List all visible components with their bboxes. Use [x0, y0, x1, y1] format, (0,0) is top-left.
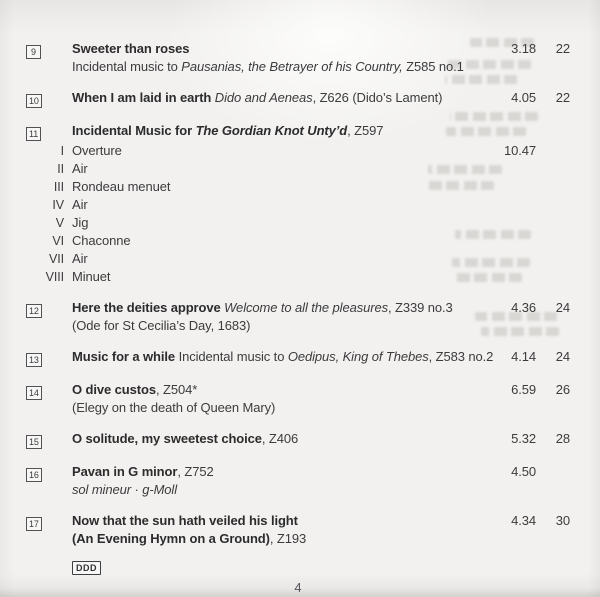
movement-numeral: V [55, 216, 64, 230]
track-duration: 4.34 [511, 513, 536, 528]
ddd-logo: DDD [72, 561, 101, 575]
track-title: Sweeter than roses [72, 41, 190, 56]
movement-row [26, 178, 570, 196]
track-number-badge: 15 [26, 435, 42, 449]
movement-numeral: VIII [45, 270, 64, 284]
movement-row [26, 214, 570, 232]
track-duration: 3.18 [511, 41, 536, 56]
track-page-ref: 28 [555, 431, 570, 446]
movement-row [26, 142, 570, 160]
movement-numeral: VI [52, 234, 64, 248]
movement-name: Overture [72, 143, 122, 158]
track-duration: 4.50 [511, 464, 536, 479]
track-number-badge: 12 [26, 304, 42, 318]
track-row-13 [26, 348, 570, 368]
track-duration: 4.14 [511, 349, 536, 364]
track-row-11 [26, 122, 570, 142]
track-page-ref: 26 [555, 382, 570, 397]
movement-numeral: VII [49, 252, 64, 266]
track-row-17 [26, 512, 570, 548]
movement-numeral: II [57, 162, 64, 176]
track-row-10 [26, 89, 570, 109]
track-number-badge: 17 [26, 517, 42, 531]
track-row-12 [26, 299, 570, 335]
movement-name: Minuet [72, 269, 111, 284]
track-page-ref: 30 [555, 513, 570, 528]
track-title: O solitude, my sweetest choice, Z406 [72, 431, 299, 446]
track-title: O dive custos, Z504* [72, 382, 198, 397]
track-duration: 5.32 [511, 431, 536, 446]
track-number-badge: 13 [26, 353, 42, 367]
track-page-ref: 24 [555, 349, 570, 364]
page-number: 4 [294, 580, 302, 595]
track-subtitle: (Elegy on the death of Queen Mary) [72, 400, 276, 415]
movement-row [26, 232, 570, 250]
track-page-ref: 24 [555, 300, 570, 315]
track-number-badge: 11 [26, 127, 41, 141]
track-title: Music for a while Incidental music to Oedipus, King of Thebes, Z583 no.2 [72, 349, 494, 364]
movement-name: Air [72, 251, 88, 266]
track-subtitle: Incidental music to Pausanias, the Betrayer of his Country, Z585 no.1 [72, 59, 464, 74]
track-title: Here the deities approve Welcome to all the pleasures, Z339 no.3 [72, 300, 453, 315]
movement-row [26, 160, 570, 178]
track-title: Now that the sun hath veiled his light [72, 513, 298, 528]
track-row-9 [26, 40, 570, 76]
track-duration: 6.59 [511, 382, 536, 397]
track-number-badge: 9 [26, 45, 41, 59]
track-page-ref: 22 [555, 41, 570, 56]
movement-row [26, 250, 570, 268]
movement-name: Chaconne [72, 233, 131, 248]
track-duration: 4.36 [511, 300, 536, 315]
track-number-badge: 14 [26, 386, 42, 400]
track-row-15 [26, 430, 570, 450]
movement-name: Air [72, 197, 88, 212]
track-subtitle: (Ode for St Cecilia’s Day, 1683) [72, 318, 251, 333]
track-subtitle: (An Evening Hymn on a Ground), Z193 [72, 531, 307, 546]
track-number-badge: 16 [26, 468, 42, 482]
movement-row [26, 268, 570, 286]
track-row-14 [26, 381, 570, 417]
track-row-16 [26, 463, 570, 499]
track-title: Pavan in G minor, Z752 [72, 464, 214, 479]
track-duration: 4.05 [511, 90, 536, 105]
track-page-ref: 22 [555, 90, 570, 105]
movement-numeral: IV [52, 198, 64, 212]
movement-duration: 10.47 [503, 143, 536, 158]
track-title: When I am laid in earth Dido and Aeneas, Z626 (Dido’s Lament) [72, 90, 443, 105]
track-group-11 [26, 122, 570, 286]
movement-name: Air [72, 161, 88, 176]
track-subtitle: sol mineur · g-Moll [72, 482, 178, 497]
movement-name: Rondeau menuet [72, 179, 171, 194]
track-title: Incidental Music for The Gordian Knot Unty’d, Z597 [72, 123, 384, 138]
movement-row [26, 196, 570, 214]
movement-numeral: III [53, 180, 64, 194]
movement-name: Jig [72, 215, 89, 230]
movement-numeral: I [60, 144, 64, 158]
track-number-badge: 10 [26, 94, 42, 108]
